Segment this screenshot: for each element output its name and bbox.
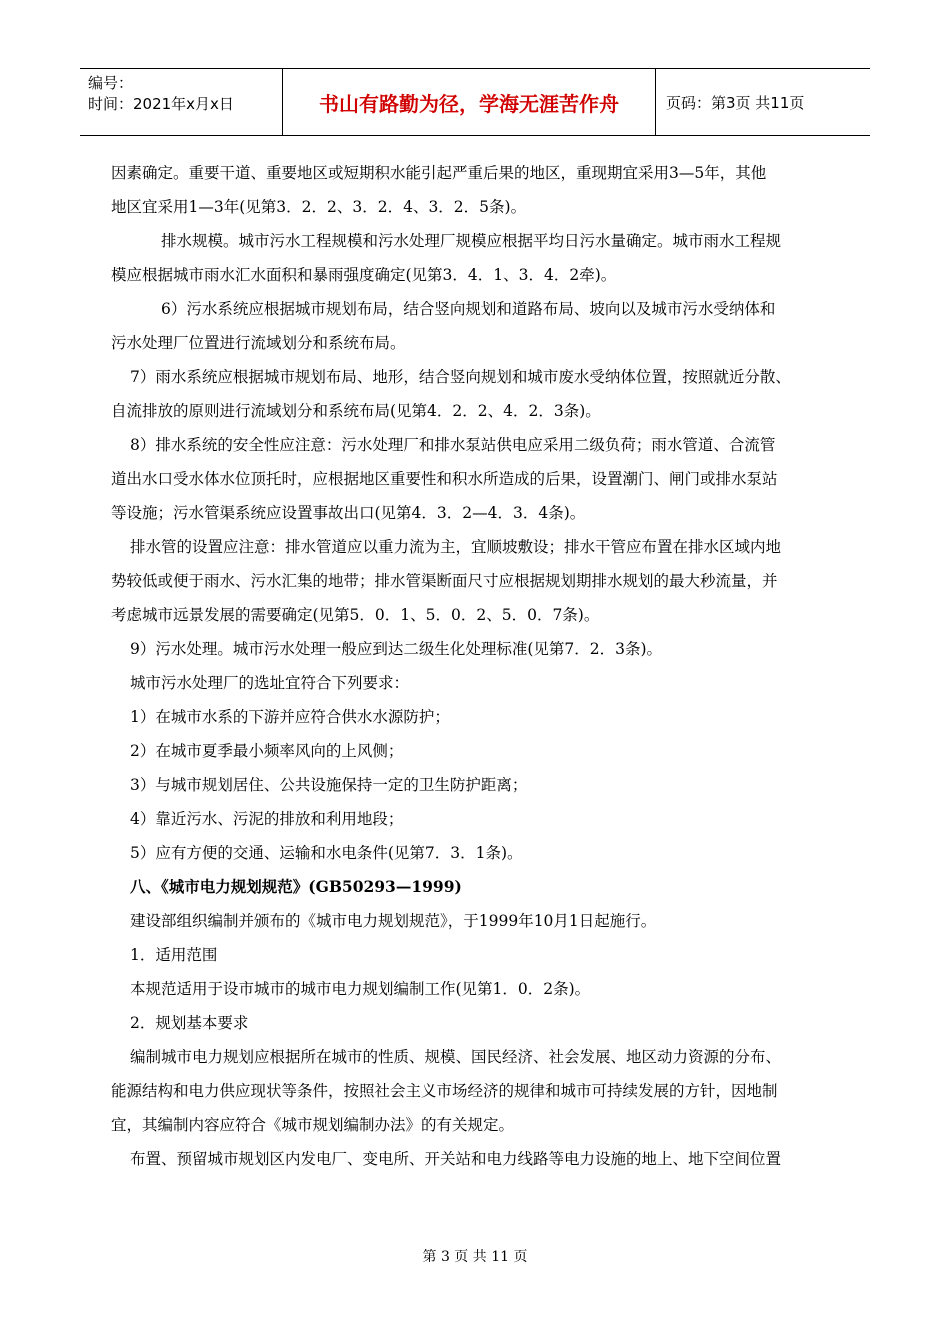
body-line: 城市污水处理厂的选址宜符合下列要求： [130, 674, 410, 692]
list-item: 4）靠近污水、污泥的排放和利用地段； [130, 810, 404, 828]
header-time-label: 时间：2021年x月x日 [88, 95, 234, 113]
body-line: 考虑城市远景发展的需要确定(见第5．0．1、5．0．2、5．0．7条)。 [111, 606, 600, 624]
body-line: 编制城市电力规划应根据所在城市的性质、规模、国民经济、社会发展、地区动力资源的分布、 [130, 1048, 782, 1066]
body-line: 势较低或便于雨水、污水汇集的地带；排水管渠断面尺寸应根据规划期排水规划的最大秒流量，并 [111, 572, 778, 590]
page-footer: 第 3 页 共 11 页 [422, 1249, 528, 1265]
body-line: 因素确定。重要干道、重要地区或短期积水能引起严重后果的地区，重现期宜采用3—5年，其他 [111, 164, 767, 182]
subsection-heading: 1．适用范围 [130, 946, 218, 964]
body-line: 建设部组织编制并颁布的《城市电力规划规范》，于1999年10月1日起施行。 [130, 912, 657, 930]
header-meta [80, 69, 282, 135]
body-line: 排水管的设置应注意：排水管道应以重力流为主，宜顺坡敷设；排水干管应布置在排水区域内地 [130, 538, 782, 556]
list-item: 5）应有方便的交通、运输和水电条件(见第7．3．1条)。 [130, 844, 523, 862]
header-motto: 书山有路勤为径，学海无涯苦作舟 [282, 69, 656, 135]
body-line: 8）排水系统的安全性应注意：污水处理厂和排水泵站供电应采用二级负荷；雨水管道、合流管 [130, 436, 776, 454]
body-line: 本规范适用于设市城市的城市电力规划编制工作(见第1．0．2条)。 [130, 980, 591, 998]
page-header [80, 68, 870, 136]
body-line: 地区宜采用1—3年(见第3．2．2、3．2．4、3．2．5条)。 [111, 198, 527, 216]
subsection-heading: 2．规划基本要求 [130, 1014, 249, 1032]
header-page-label: 页码：第3页 共11页 [666, 93, 805, 112]
body-line: 宜，其编制内容应符合《城市规划编制办法》的有关规定。 [111, 1116, 515, 1134]
body-line: 9）污水处理。城市污水处理一般应到达二级生化处理标准(见第7．2．3条)。 [130, 640, 663, 658]
body-line: 道出水口受水体水位顶托时，应根据地区重要性和积水所造成的后果，设置潮门、闸门或排水泵站 [111, 470, 778, 488]
body-line: 污水处理厂位置进行流域划分和系统布局。 [111, 334, 406, 352]
body-line: 自流排放的原则进行流域划分和系统布局(见第4．2．2、4．2．3条)。 [111, 402, 601, 420]
body-line: 7）雨水系统应根据城市规划布局、地形，结合竖向规划和城市废水受纳体位置，按照就近分散、 [130, 368, 791, 386]
header-number-label: 编号： [88, 74, 134, 92]
list-item: 3）与城市规划居住、公共设施保持一定的卫生防护距离； [130, 776, 528, 794]
list-item: 2）在城市夏季最小频率风向的上风侧； [130, 742, 404, 760]
body-line: 6）污水系统应根据城市规划布局，结合竖向规划和道路布局、坡向以及城市污水受纳体和 [161, 300, 776, 318]
body-line: 能源结构和电力供应现状等条件，按照社会主义市场经济的规律和城市可持续发展的方针，因地制 [111, 1082, 778, 1100]
document-body [111, 156, 849, 1176]
list-item: 1）在城市水系的下游并应符合供水水源防护； [130, 708, 450, 726]
body-line: 排水规模。城市污水工程规模和污水处理厂规模应根据平均日污水量确定。城市雨水工程规 [161, 232, 782, 250]
section-heading: 八、《城市电力规划规范》(GB50293—1999) [130, 877, 462, 896]
body-line: 布置、预留城市规划区内发电厂、变电所、开关站和电力线路等电力设施的地上、地下空间位置 [130, 1150, 782, 1168]
body-line: 等设施；污水管渠系统应设置事故出口(见第4．3．2—4．3．4条)。 [111, 504, 586, 522]
body-line: 模应根据城市雨水汇水面积和暴雨强度确定(见第3．4．1、3．4．2牵)。 [111, 266, 617, 284]
